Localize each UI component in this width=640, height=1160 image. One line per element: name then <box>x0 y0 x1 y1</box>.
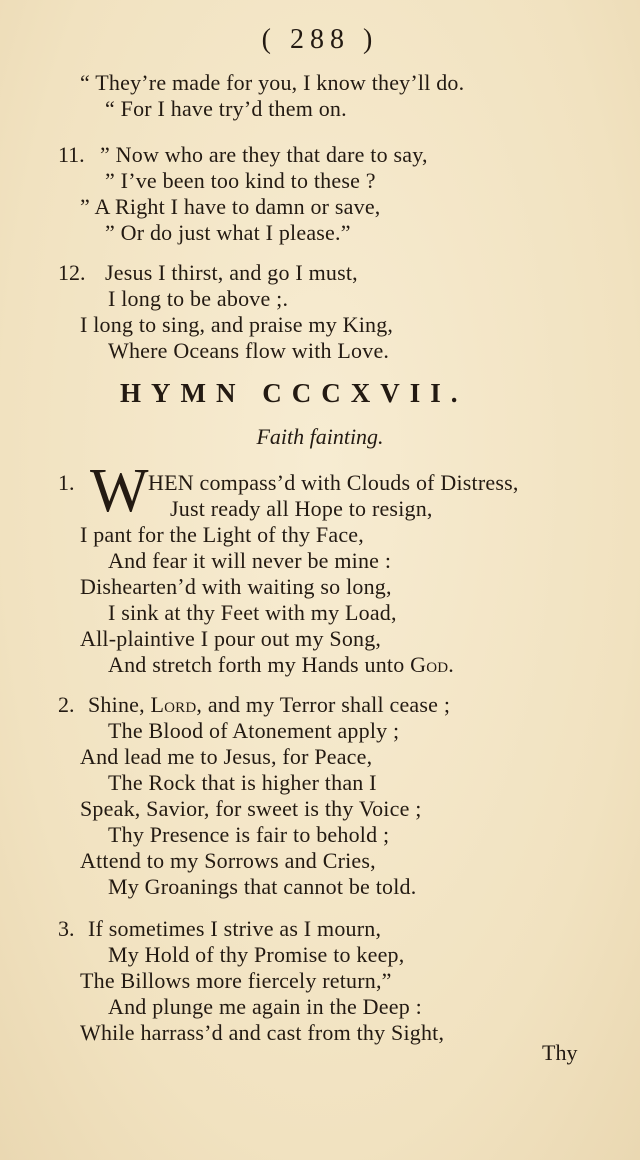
verse-12-number: 12. <box>58 260 86 285</box>
verse-11-line-3: ” A Right I have to damn or save, <box>80 194 381 219</box>
verse-11-line-2: ” I’ve been too kind to these ? <box>105 168 376 193</box>
catchword: Thy <box>542 1040 578 1065</box>
stanza-2-line-2: The Blood of Atonement apply ; <box>108 718 400 743</box>
verse-12-line-4: Where Oceans flow with Love. <box>108 338 390 363</box>
stanza-2-line-1-post: and my Terror shall cease ; <box>202 692 451 717</box>
hymn-subtitle: Faith fainting. <box>256 424 384 449</box>
stanza-1-line-6: I sink at thy Feet with my Load, <box>108 600 397 625</box>
stanza-1-line-4: And fear it will never be mine : <box>108 548 392 573</box>
stanza-1-line-8 <box>108 652 454 678</box>
verse-11-line-4: ” Or do just what I please.” <box>105 220 351 245</box>
stanza-2-line-1-pre: Shine, <box>88 692 151 717</box>
lord-word: Lord, <box>150 692 203 717</box>
stanza-2-line-7: Attend to my Sorrows and Cries, <box>80 848 376 873</box>
god-word: God. <box>410 652 454 677</box>
stanza-2-line-6: Thy Presence is fair to behold ; <box>108 822 390 847</box>
stanza-2-line-4: The Rock that is higher than I <box>108 770 377 795</box>
stanza-1-number: 1. <box>58 470 75 495</box>
stanza-2-line-8: My Groanings that cannot be told. <box>108 874 417 899</box>
drop-cap: W <box>90 457 149 525</box>
stanza-1-line-3: I pant for the Light of thy Face, <box>80 522 364 547</box>
hymn-title: HYMN CCCXVII. <box>120 378 468 408</box>
stanza-2-number: 2. <box>58 692 75 717</box>
verse-12-line-1: Jesus I thirst, and go I must, <box>105 260 358 285</box>
stanza-2-line-3: And lead me to Jesus, for Peace, <box>80 744 373 769</box>
stanza-1-line-2: Just ready all Hope to resign, <box>170 496 433 521</box>
stanza-3-line-3: The Billows more fiercely return,” <box>80 968 392 993</box>
verse-10-line-2: “ For I have try’d them on. <box>105 96 347 121</box>
stanza-1-line-1: HEN compass’d with Clouds of Distress, <box>148 470 519 495</box>
verse-10-line-1: “ They’re made for you, I know they’ll do. <box>80 70 465 95</box>
stanza-3-line-1: If sometimes I strive as I mourn, <box>88 916 382 941</box>
stanza-2-line-5: Speak, Savior, for sweet is thy Voice ; <box>80 796 422 821</box>
page-number: ( 288 ) <box>261 24 379 55</box>
verse-11-number: 11. <box>58 142 85 167</box>
stanza-1-line-8-text: And stretch forth my Hands unto <box>108 652 411 677</box>
verse-11-line-1: ” Now who are they that dare to say, <box>100 142 428 167</box>
stanza-1-line-7: All-plaintive I pour out my Song, <box>80 626 382 651</box>
stanza-3-number: 3. <box>58 916 75 941</box>
stanza-1-line-5: Disheartenʼd with waiting so long, <box>80 574 392 599</box>
stanza-3-line-4: And plunge me again in the Deep : <box>108 994 422 1019</box>
stanza-2-line-1 <box>88 692 450 718</box>
stanza-3-line-5: While harrass’d and cast from thy Sight, <box>80 1020 445 1045</box>
verse-12-line-3: I long to sing, and praise my King, <box>80 312 394 337</box>
stanza-3-line-2: My Hold of thy Promise to keep, <box>108 942 405 967</box>
verse-12-line-2: I long to be above ;. <box>108 286 289 311</box>
